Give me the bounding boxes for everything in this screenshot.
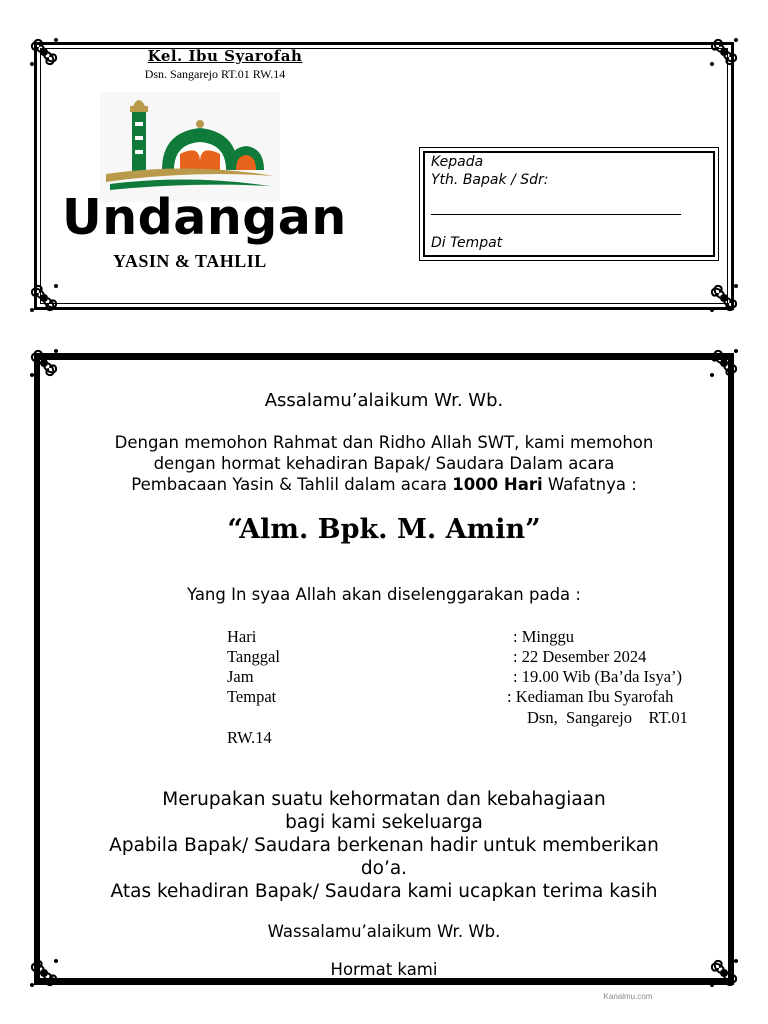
corner-ornament-icon xyxy=(27,35,61,69)
addr-recipient-label: Kepada xyxy=(431,154,484,170)
closing-line-3: Apabila Bapak/ Saudara berkenan hadir untuk memberikan xyxy=(109,835,659,856)
corner-ornament-icon xyxy=(27,281,61,315)
watermark: Kanalmu.com xyxy=(603,992,653,1001)
closing-line-4: do’a. xyxy=(360,858,408,879)
corner-ornament-icon xyxy=(27,346,61,380)
mosque-logo-icon xyxy=(100,92,280,202)
place-value: : Kediaman Ibu Syarofah xyxy=(507,687,674,706)
date-label: Tanggal xyxy=(227,647,280,666)
time-value: : 19.00 Wib (Ba’da Isya’) xyxy=(513,667,683,686)
corner-ornament-icon xyxy=(707,346,741,380)
family-address: Dsn. Sangarejo RT.01 RW.14 xyxy=(144,67,286,81)
family-name: Kel. Ibu Syarofah xyxy=(147,47,303,65)
greeting: Assalamu’alaikum Wr. Wb. xyxy=(264,390,504,411)
event-name: 1000 Hari xyxy=(452,475,543,494)
invitation-subtitle: YASIN & TAHLIL xyxy=(113,251,267,271)
date-value: : 22 Desember 2024 xyxy=(513,647,647,666)
opening-line-1: Dengan memohon Rahmat dan Ridho Allah SWT, kami memohon xyxy=(114,433,654,452)
corner-ornament-icon xyxy=(707,281,741,315)
opening-line-3 xyxy=(40,474,728,495)
closing-paragraph xyxy=(40,788,728,903)
day-label: Hari xyxy=(227,627,257,646)
day-value: : Minggu xyxy=(513,627,574,646)
closing-line-1: Merupakan suatu kehormatan dan kebahagiaan xyxy=(162,789,606,810)
deceased-name: “Alm. Bpk. M. Amin” xyxy=(227,514,541,545)
addr-place: Di Tempat xyxy=(431,235,503,251)
invitation-title: Undangan xyxy=(62,189,347,246)
schedule-intro: Yang In syaa Allah akan diselenggarakan pada : xyxy=(187,585,581,604)
closing-line-5: Atas kehadiran Bapak/ Saudara kami ucapkan terima kasih xyxy=(110,881,658,902)
place-label: Tempat xyxy=(227,687,277,706)
addr-name-line xyxy=(431,214,681,215)
opening-line-2: dengan hormat kehadiran Bapak/ Saudara Dalam acara xyxy=(153,454,615,473)
place-value-line-3: RW.14 xyxy=(227,728,272,747)
place-value-line-2: Dsn, Sangarejo RT.01 xyxy=(527,708,688,727)
opening-paragraph xyxy=(40,432,728,495)
time-label: Jam xyxy=(227,667,254,686)
opening-line-3-pre: Pembacaan Yasin & Tahlil dalam acara xyxy=(131,475,453,494)
farewell: Wassalamu’alaikum Wr. Wb. xyxy=(267,922,501,941)
opening-line-3-post: Wafatnya : xyxy=(542,475,637,494)
sign-off: Hormat kami xyxy=(330,960,438,979)
closing-line-2: bagi kami sekeluarga xyxy=(285,812,483,833)
corner-ornament-icon xyxy=(707,35,741,69)
addr-salutation: Yth. Bapak / Sdr: xyxy=(431,172,549,188)
